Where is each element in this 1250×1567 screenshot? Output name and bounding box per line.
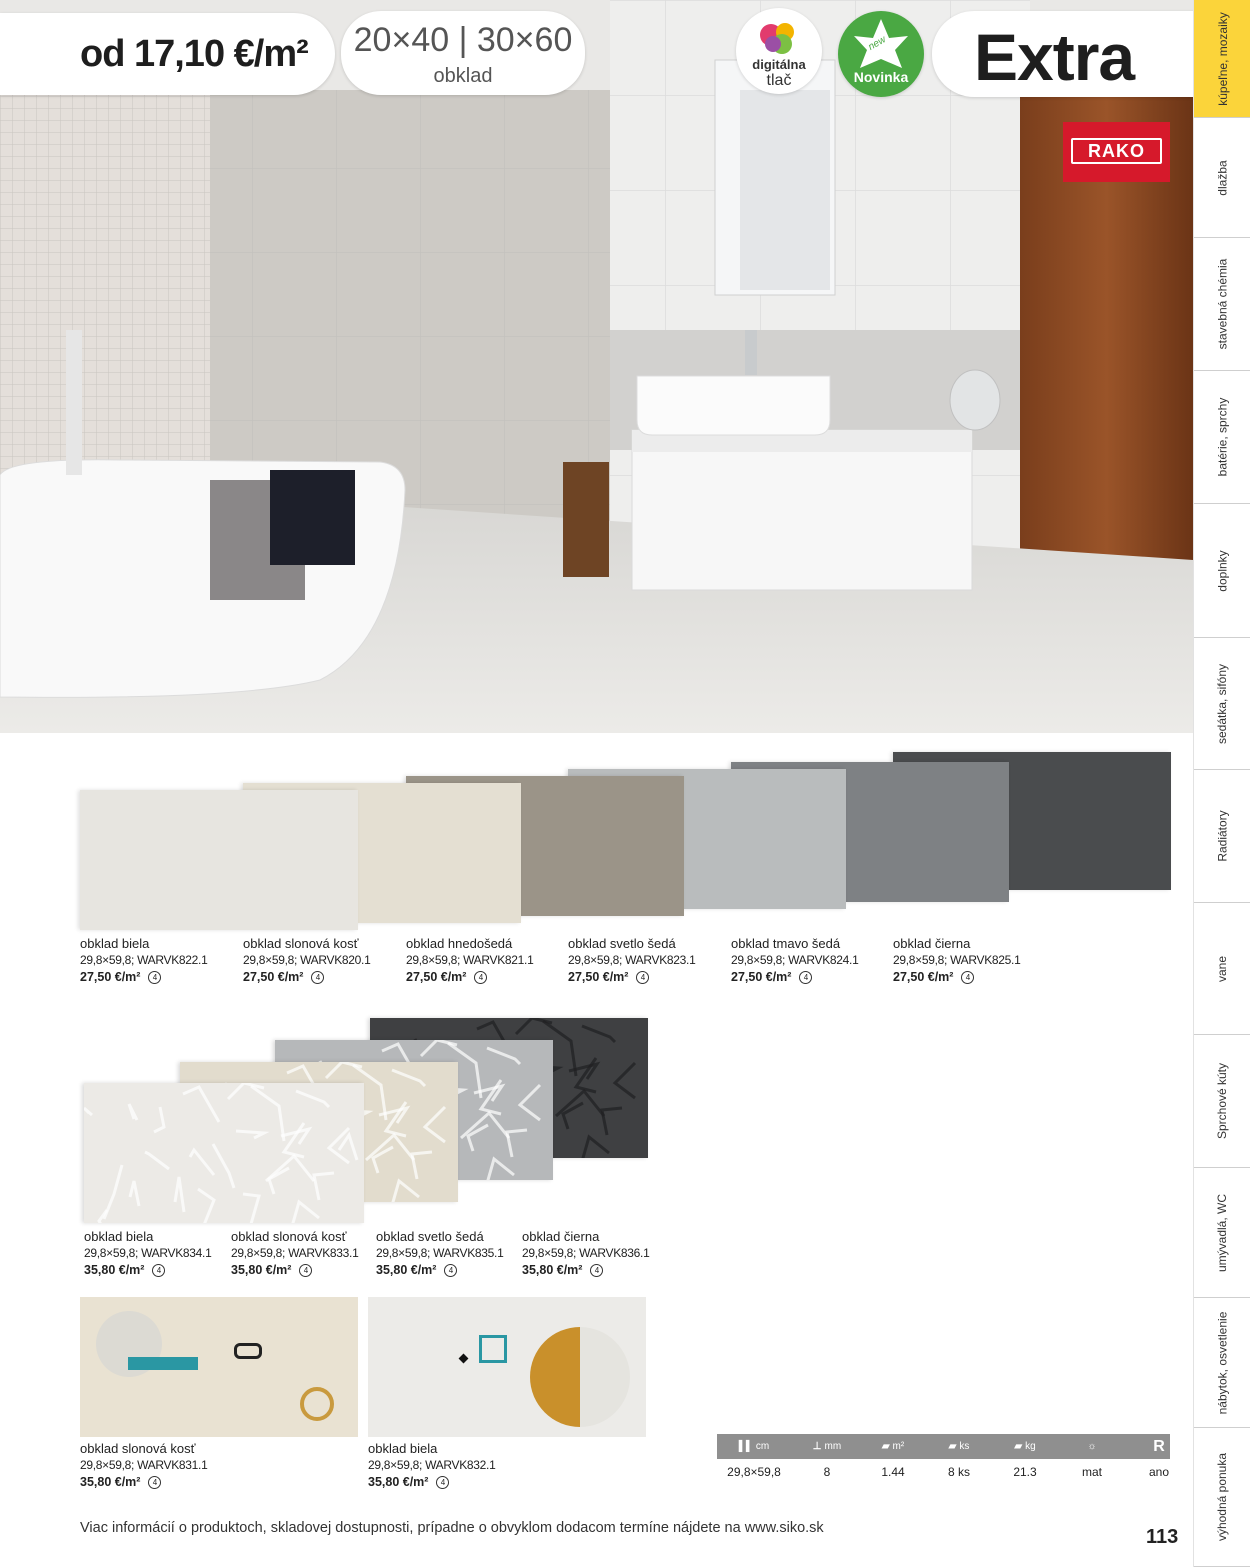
sidebar-item-label: umývadlá, WC (1215, 1193, 1230, 1272)
spec-unit: cm (755, 1441, 770, 1452)
product-name: obklad hnedošedá (406, 936, 513, 951)
page-number: 113 (1146, 1526, 1179, 1548)
sidebar-item-4[interactable] (1194, 371, 1250, 504)
product-code: 29,8×59,8; WARVK833.1 (231, 1246, 359, 1260)
product-code: 29,8×59,8; WARVK836.1 (522, 1246, 650, 1260)
spec-value: 21.3 (1013, 1465, 1037, 1479)
tile-type: obklad (433, 65, 493, 87)
sidebar-item-label: doplnky (1215, 549, 1230, 592)
spec-symbol-icon: ▌▌ (738, 1441, 753, 1452)
availability-badge-icon: 4 (148, 1476, 161, 1489)
product-label (731, 935, 858, 986)
spec-icon (861, 1434, 925, 1459)
price-value: 27,50 €/m² (243, 970, 304, 984)
sidebar-item-11[interactable] (1194, 1298, 1250, 1428)
new-label: Novinka (853, 69, 909, 85)
spec-unit: mm (824, 1441, 842, 1452)
product-price (568, 969, 695, 986)
spec-icon (927, 1434, 991, 1459)
teal-bar (128, 1357, 198, 1370)
product-price (231, 1262, 358, 1279)
product-name: obklad biela (84, 1229, 154, 1244)
footer-info: Viac informácií o produktoch, skladovej dostupnosti, prípadne o obvyklom dodacom termíne nájdete na www.siko.sk (80, 1520, 824, 1536)
product-code: 29,8×59,8; WARVK832.1 (368, 1458, 496, 1472)
product-price (368, 1474, 495, 1491)
spec-symbol-icon: ▰ (1014, 1441, 1023, 1452)
price-value: 35,80 €/m² (80, 1475, 141, 1489)
product-price (376, 1262, 503, 1279)
product-label (80, 935, 207, 986)
product-label (568, 935, 695, 986)
product-label (243, 935, 370, 986)
spec-value: mat (1081, 1465, 1102, 1479)
sidebar-item-9[interactable] (1194, 1035, 1250, 1168)
black-ring (234, 1343, 262, 1359)
product-label (522, 1228, 649, 1279)
product-price (80, 1474, 207, 1491)
availability-badge-icon: 4 (152, 1264, 165, 1277)
category-sidebar (1193, 0, 1250, 1567)
product-price (522, 1262, 649, 1279)
price-value: 27,50 €/m² (406, 970, 467, 984)
format-pill (341, 11, 585, 95)
spec-unit: m² (892, 1441, 905, 1452)
product-code: 29,8×59,8; WARVK831.1 (80, 1458, 208, 1472)
sidebar-item-1[interactable] (1194, 0, 1250, 118)
availability-badge-icon: 4 (474, 971, 487, 984)
digital-print-line2: tlač (766, 72, 792, 89)
spec-column (927, 1434, 991, 1479)
product-code: 29,8×59,8; WARVK820.1 (243, 953, 371, 967)
availability-badge-icon: 4 (436, 1476, 449, 1489)
availability-badge-icon: 4 (636, 971, 649, 984)
sidebar-item-8[interactable] (1194, 903, 1250, 1035)
price-value: 27,50 €/m² (80, 970, 141, 984)
series-title: Extra (974, 20, 1135, 94)
spec-unit: ks (959, 1441, 970, 1452)
gold-halfcircle (530, 1327, 630, 1427)
product-code: 29,8×59,8; WARVK822.1 (80, 953, 208, 967)
product-code: 29,8×59,8; WARVK824.1 (731, 953, 859, 967)
digital-print-badge (736, 8, 822, 94)
availability-badge-icon: 4 (444, 1264, 457, 1277)
sidebar-item-5[interactable] (1194, 504, 1250, 638)
product-name: obklad čierna (522, 1229, 600, 1244)
spec-column (861, 1434, 925, 1479)
spec-column (795, 1434, 859, 1479)
sidebar-item-label: Sprchové kúty (1215, 1062, 1230, 1140)
product-label (80, 1440, 207, 1491)
spec-column (1127, 1434, 1191, 1479)
sidebar-item-label: vane (1215, 955, 1230, 982)
product-price (406, 969, 533, 986)
price-value: 35,80 €/m² (522, 1263, 583, 1277)
product-price (893, 969, 1020, 986)
spec-unit: kg (1025, 1441, 1036, 1452)
product-label (406, 935, 533, 986)
crackle-pattern (84, 1083, 364, 1223)
price-value: 27,50 €/m² (731, 970, 792, 984)
spec-value: ano (1148, 1465, 1170, 1479)
black-dot (459, 1354, 469, 1364)
digital-decor-swatch (80, 1297, 358, 1437)
sidebar-item-label: sedátka, sifóny (1215, 663, 1230, 744)
product-code: 29,8×59,8; WARVK834.1 (84, 1246, 212, 1260)
gold-ring (300, 1387, 334, 1421)
product-name: obklad slonová kosť (231, 1229, 347, 1244)
price-value: 35,80 €/m² (376, 1263, 437, 1277)
sidebar-item-2[interactable] (1194, 118, 1250, 238)
spec-column (993, 1434, 1057, 1479)
sidebar-item-label: batérie, sprchy (1215, 397, 1230, 477)
sidebar-item-label: dlažba (1215, 159, 1230, 196)
sidebar-item-label: Radiátory (1215, 810, 1230, 862)
spec-symbol-icon: ▰ (881, 1441, 890, 1452)
spec-value: 8 ks (947, 1465, 970, 1479)
product-label (231, 1228, 358, 1279)
availability-badge-icon: 4 (311, 971, 324, 984)
sidebar-item-10[interactable] (1194, 1168, 1250, 1298)
availability-badge-icon: 4 (590, 1264, 603, 1277)
availability-badge-icon: 4 (299, 1264, 312, 1277)
product-label (84, 1228, 211, 1279)
rako-logo (1063, 122, 1170, 182)
product-code: 29,8×59,8; WARVK821.1 (406, 953, 534, 967)
spec-icon (1060, 1434, 1124, 1459)
sidebar-item-12[interactable] (1194, 1428, 1250, 1567)
sidebar-item-label: kúpeľne, mozaiky (1215, 11, 1230, 106)
sidebar-item-7[interactable] (1194, 770, 1250, 903)
spec-column (1060, 1434, 1124, 1479)
tile-formats: 20×40 | 30×60 (353, 21, 573, 59)
product-name: obklad svetlo šedá (568, 936, 676, 951)
product-label (368, 1440, 495, 1491)
new-badge (838, 11, 924, 97)
availability-badge-icon: 4 (961, 971, 974, 984)
digital-print-line1: digitálna (752, 57, 806, 72)
product-name: obklad čierna (893, 936, 971, 951)
decor-tile-swatch (84, 1083, 364, 1223)
product-name: obklad tmavo šedá (731, 936, 841, 951)
sidebar-item-label: výhodná ponuka (1215, 1452, 1230, 1542)
spec-icon (1127, 1434, 1191, 1459)
tile-swatch (80, 790, 358, 930)
spec-icon (795, 1434, 859, 1459)
spec-icon (993, 1434, 1057, 1459)
product-code: 29,8×59,8; WARVK825.1 (893, 953, 1021, 967)
price-value: 35,80 €/m² (84, 1263, 145, 1277)
product-name: obklad svetlo šedá (376, 1229, 484, 1244)
product-code: 29,8×59,8; WARVK823.1 (568, 953, 696, 967)
availability-badge-icon: 4 (799, 971, 812, 984)
bathroom-illustration (0, 0, 1193, 733)
product-code: 29,8×59,8; WARVK835.1 (376, 1246, 504, 1260)
spec-icon (722, 1434, 786, 1459)
price-value: 35,80 €/m² (231, 1263, 292, 1277)
product-price (243, 969, 370, 986)
price-pill (0, 13, 335, 95)
product-name: obklad biela (368, 1441, 438, 1456)
spec-table (717, 1434, 1170, 1484)
product-label (893, 935, 1020, 986)
product-name: obklad slonová kosť (80, 1441, 196, 1456)
product-label (376, 1228, 503, 1279)
spec-symbol-icon: ⊥ (812, 1441, 822, 1452)
spec-value: 29,8×59,8 (727, 1465, 781, 1479)
product-price (80, 969, 207, 986)
digital-decor-swatch (368, 1297, 646, 1437)
sidebar-item-label: stavebná chémia (1215, 258, 1230, 350)
product-price (731, 969, 858, 986)
sidebar-item-6[interactable] (1194, 638, 1250, 770)
new-small-label: new (866, 34, 888, 53)
availability-badge-icon: 4 (148, 971, 161, 984)
teal-square (479, 1335, 507, 1363)
product-name: obklad slonová kosť (243, 936, 359, 951)
spec-symbol-icon: ▰ (948, 1441, 957, 1452)
price-value: 35,80 €/m² (368, 1475, 429, 1489)
spec-column (722, 1434, 786, 1479)
price-from: od 17,10 €/m² (80, 33, 308, 75)
spec-value: 8 (823, 1465, 831, 1479)
rectified-icon: R (1153, 1438, 1165, 1455)
price-value: 27,50 €/m² (893, 970, 954, 984)
series-pill (932, 11, 1193, 97)
product-price (84, 1262, 211, 1279)
rako-logo-text: RAKO (1071, 138, 1162, 164)
spec-symbol-icon: ☼ (1087, 1441, 1097, 1452)
sidebar-item-3[interactable] (1194, 238, 1250, 371)
spec-value: 1.44 (881, 1465, 905, 1479)
price-value: 27,50 €/m² (568, 970, 629, 984)
hero-bathroom-photo (0, 0, 1193, 733)
sidebar-item-label: nábytok, osvetlenie (1215, 1311, 1230, 1414)
product-name: obklad biela (80, 936, 150, 951)
